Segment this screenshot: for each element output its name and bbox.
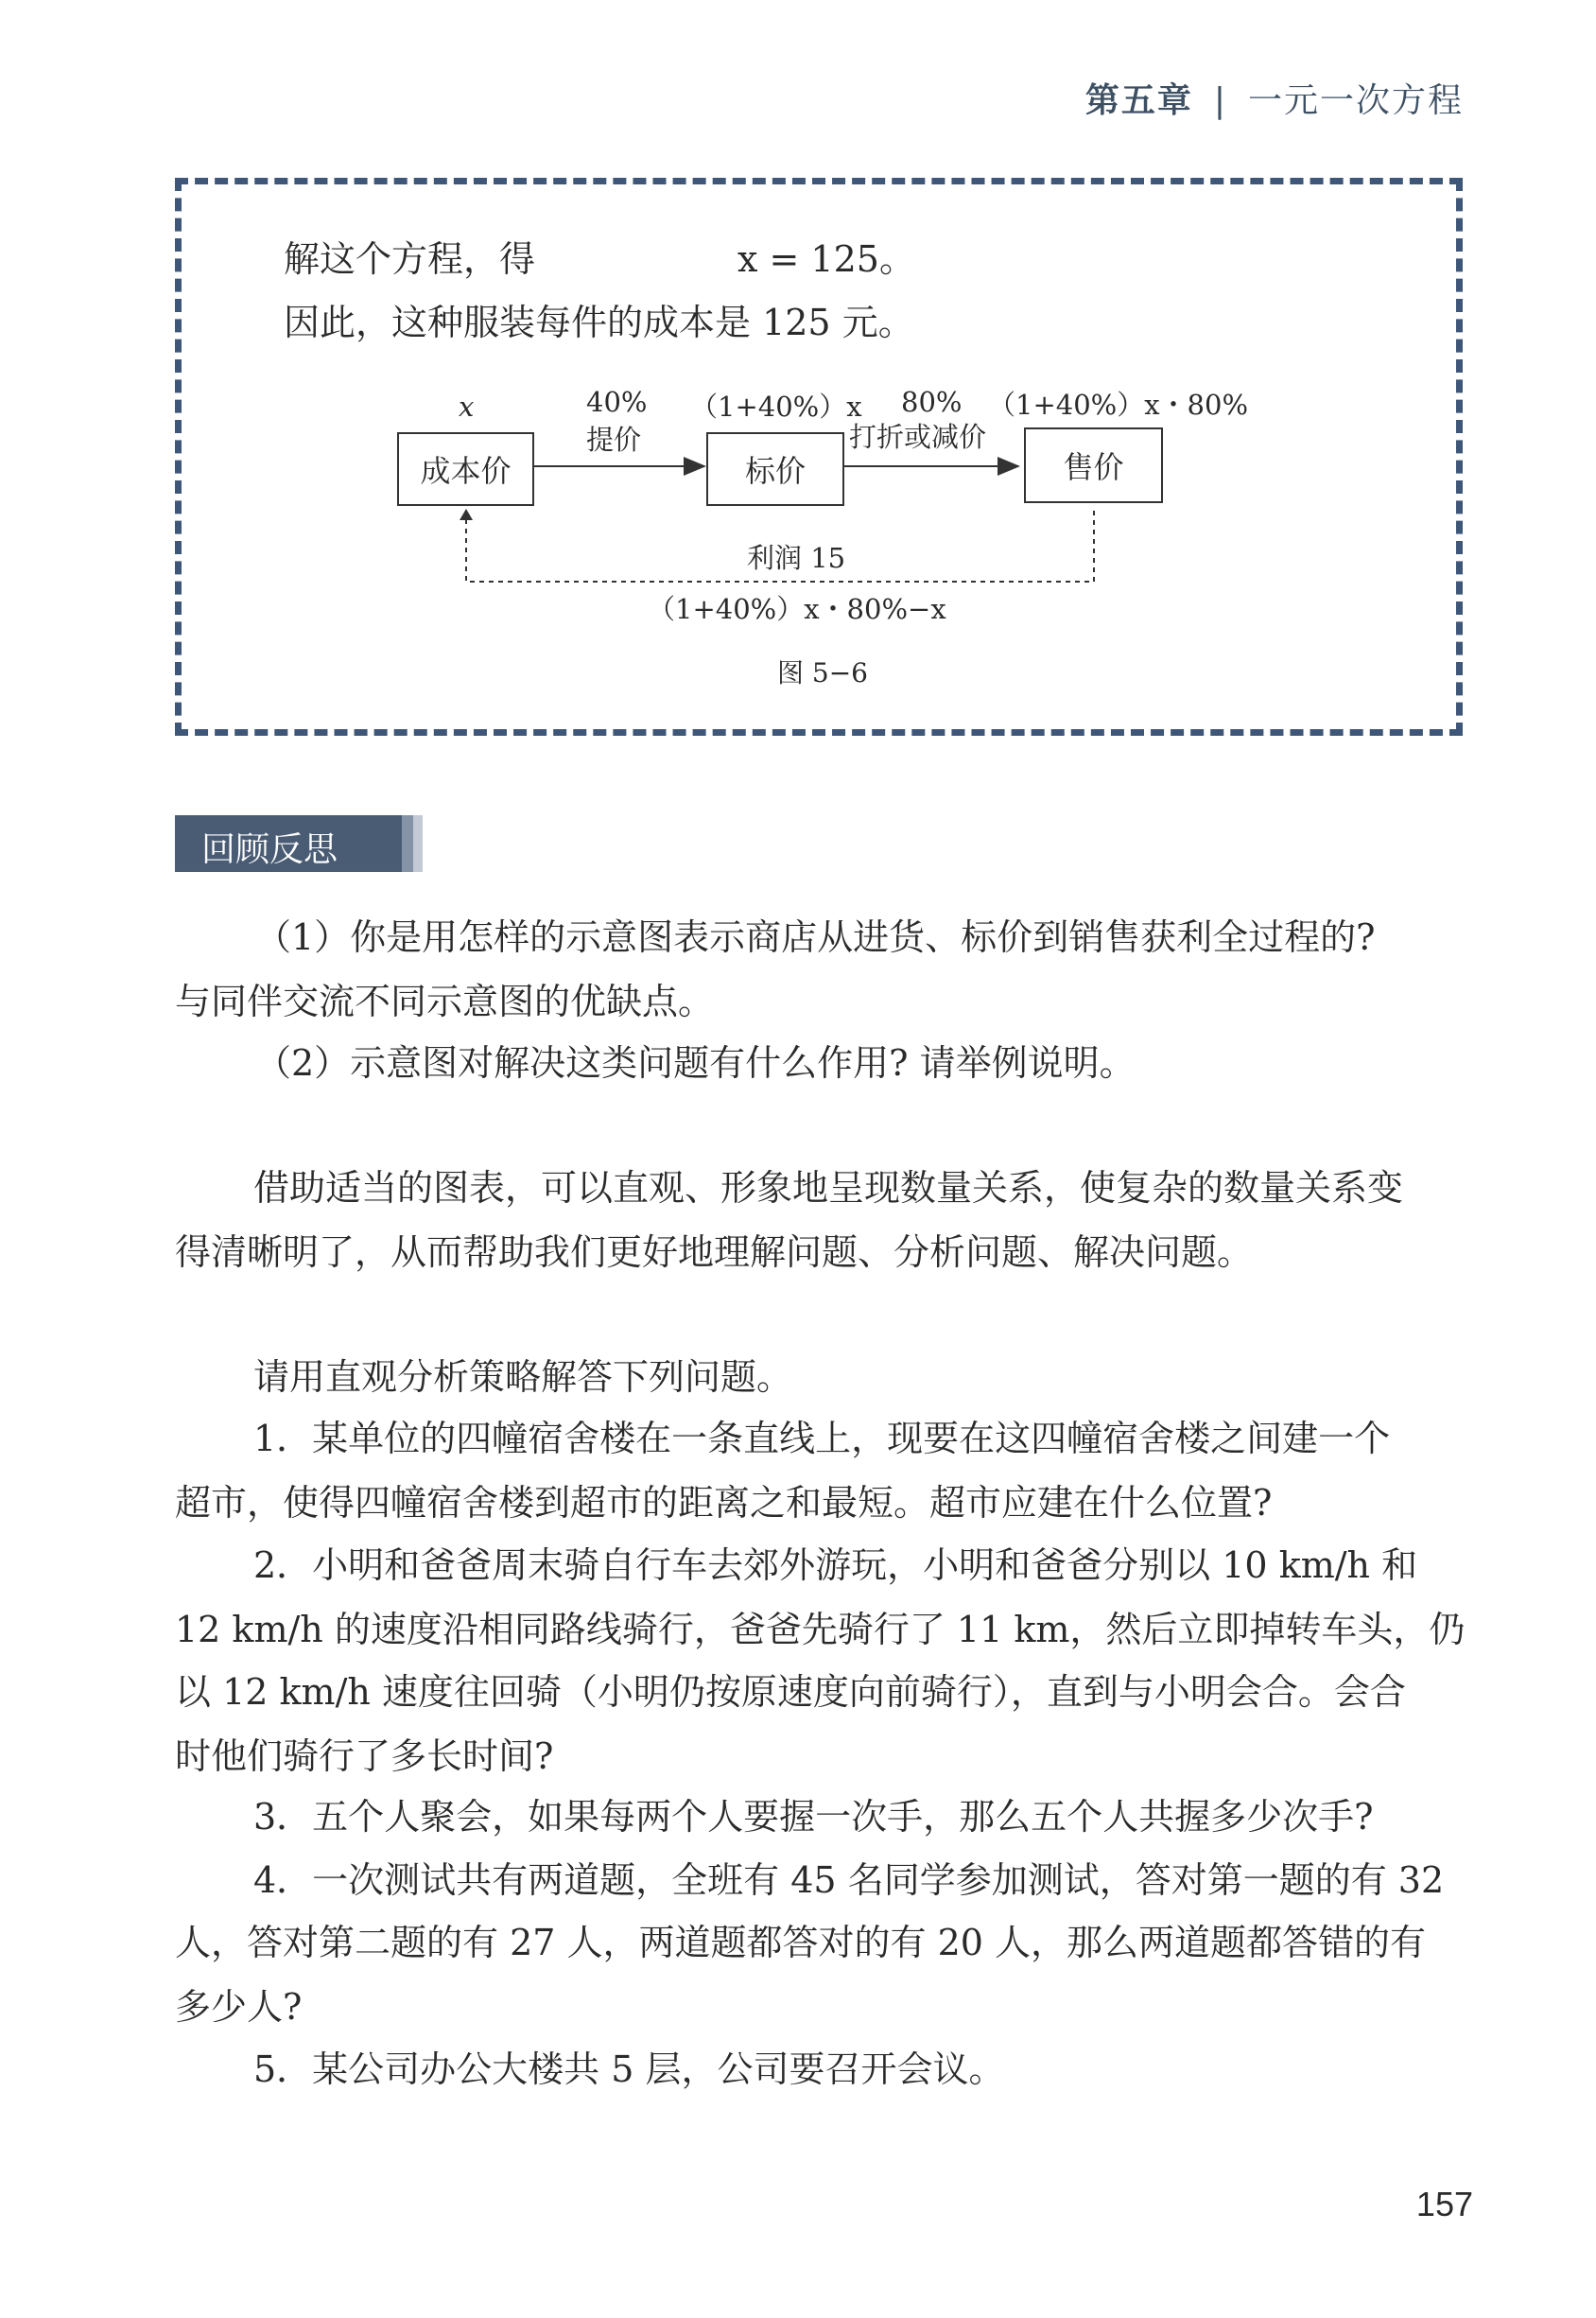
exercise-intro: 请用直观分析策略解答下列问题。: [253, 1356, 793, 1398]
page-number: 157: [1415, 2185, 1473, 2223]
summary-line-1: 借助适当的图表，可以直观、形象地呈现数量关系，使复杂的数量关系变: [253, 1167, 1404, 1209]
solution-text: 解这个方程，得: [284, 238, 536, 280]
label-80-percent: 80%: [901, 386, 963, 418]
solution-equation: x = 125。: [737, 238, 915, 280]
profit-arrowhead: [460, 509, 473, 520]
label-sale-expr: （1+40%）x・80%: [988, 389, 1249, 421]
chapter-header: [1085, 74, 1464, 122]
label-profit: 利润 15: [747, 542, 846, 574]
review-tag-label: 回顾反思: [201, 830, 338, 869]
label-x: x: [459, 391, 475, 423]
summary-line-2: 得清晰明了，从而帮助我们更好地理解问题、分析问题、解决问题。: [175, 1231, 1254, 1273]
exercise-4-line-1: 4．一次测试共有两道题，全班有 45 名同学参加测试，答对第一题的有 32: [253, 1859, 1445, 1901]
exercise-2-line-3: 以 12 km/h 速度往回骑（小明仍按原速度向前骑行），直到与小明会合。会合: [175, 1671, 1406, 1713]
exercise-2-line-2: 12 km/h 的速度沿相同路线骑行，爸爸先骑行了 11 km，然后立即掉转车头，仍: [175, 1609, 1466, 1650]
diagram-connectors: [383, 378, 1262, 690]
label-discount: 打折或减价: [849, 421, 987, 453]
exercise-4-line-2: 人，答对第二题的有 27 人，两道题都答对的有 20 人，那么两道题都答错的有: [175, 1922, 1427, 1963]
label-marked-expr: （1+40%）x: [690, 391, 862, 423]
solution-line-2: 因此，这种服装每件的成本是 125 元。: [284, 302, 914, 343]
price-flow-diagram: [383, 378, 1262, 690]
exercise-1-line-1: 1．某单位的四幢宿舍楼在一条直线上，现要在这四幢宿舍楼之间建一个: [253, 1418, 1391, 1459]
figure-caption: 图 5−6: [777, 657, 868, 688]
review-section-tag: [175, 815, 421, 872]
exercise-2-line-4: 时他们骑行了多长时间?: [175, 1735, 554, 1777]
review-question-1-line-1: （1）你是用怎样的示意图表示商店从进货、标价到销售获利全过程的?: [255, 916, 1376, 958]
review-question-1-line-2: 与同伴交流不同示意图的优缺点。: [175, 981, 715, 1022]
label-40-percent: 40%: [586, 386, 648, 418]
chapter-number: 第五章: [1084, 81, 1193, 120]
exercise-5: 5．某公司办公大楼共 5 层，公司要召开会议。: [253, 2048, 1005, 2090]
exercise-3: 3．五个人聚会，如果每两个人要握一次手，那么五个人共握多少次手?: [253, 1796, 1374, 1838]
exercise-1-line-2: 超市，使得四幢宿舍楼到超市的距离之和最短。超市应建在什么位置?: [175, 1482, 1273, 1524]
chapter-title: 一元一次方程: [1247, 81, 1464, 120]
header-separator: |: [1213, 81, 1227, 120]
review-question-2: （2）示意图对解决这类问题有什么作用? 请举例说明。: [255, 1042, 1136, 1084]
exercise-4-line-3: 多少人?: [175, 1986, 303, 2028]
sale-price-box: 售价: [1024, 427, 1163, 503]
label-profit-expr: （1+40%）x・80%−x: [648, 593, 946, 625]
cost-price-box: 成本价: [397, 432, 534, 506]
label-markup: 提价: [586, 424, 642, 456]
exercise-2-line-1: 2．小明和爸爸周末骑自行车去郊外游玩，小明和爸爸分别以 10 km/h 和: [253, 1544, 1418, 1586]
solution-line-1: [284, 230, 915, 282]
marked-price-box: 标价: [706, 432, 844, 506]
